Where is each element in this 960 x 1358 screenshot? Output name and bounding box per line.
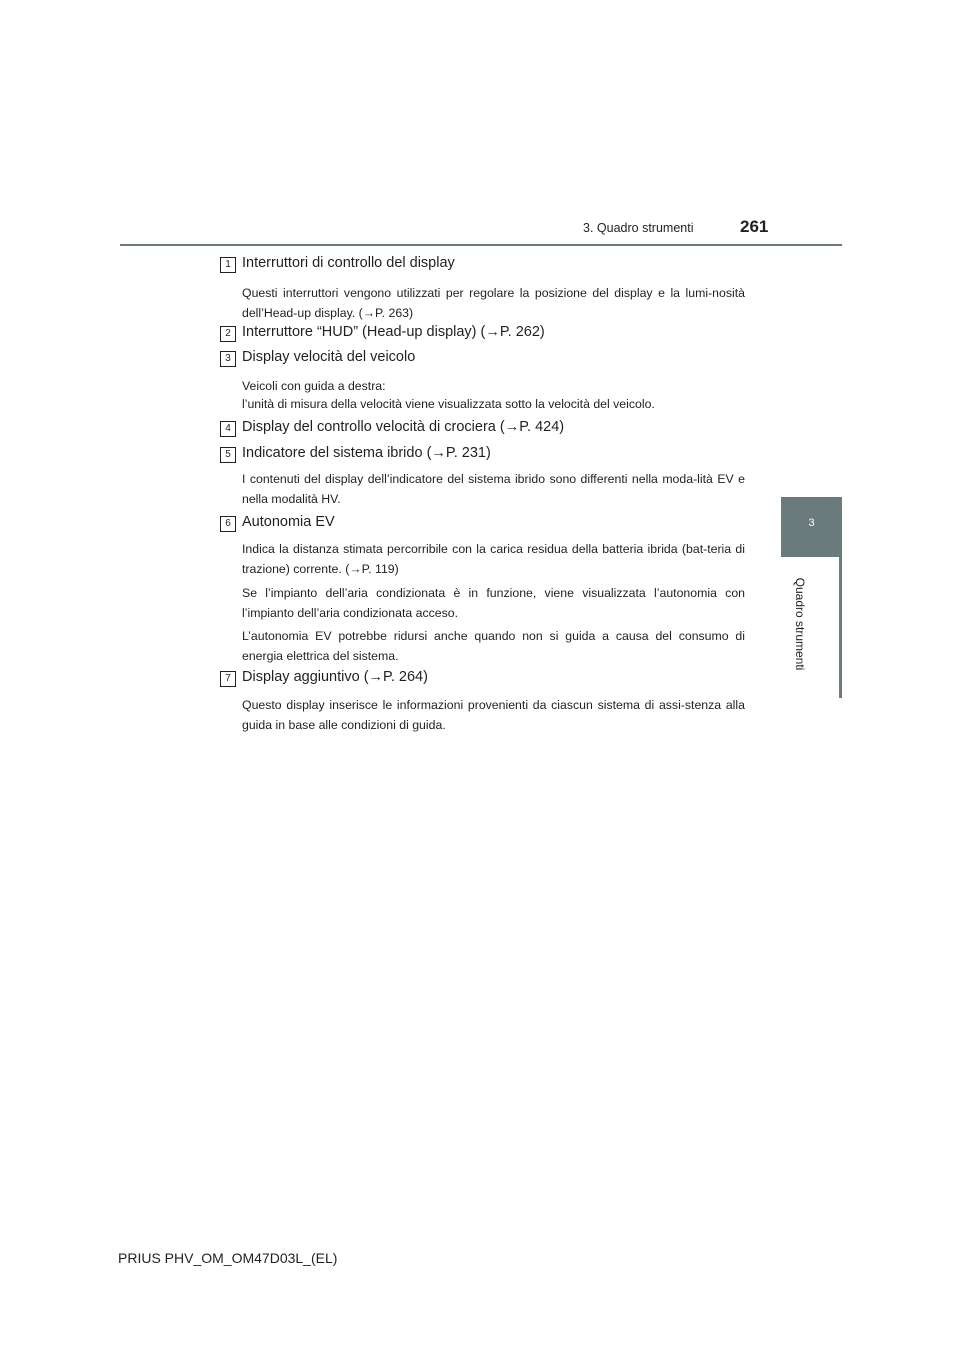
item-number-badge: 7 — [220, 671, 236, 687]
item-number-badge: 3 — [220, 351, 236, 367]
item-paragraph: Questi interruttori vengono utilizzati per regolare la posizione del display e la lumi-nosità dell’Head-up display. (→P. 263) — [242, 286, 745, 320]
item-heading: Display aggiuntivo (→P. 264) — [242, 669, 428, 685]
item-heading: Autonomia EV — [242, 514, 335, 530]
item-paragraph: Indica la distanza stimata percorribile con la carica residua della batteria ibrida (bat-teria di trazione) corrente. (→P. 119) — [242, 542, 745, 576]
item-number-badge: 4 — [220, 421, 236, 437]
item-heading: Display del controllo velocità di crociera (→P. 424) — [242, 419, 565, 435]
header-divider — [120, 244, 842, 246]
item-paragraph: l’unità di misura della velocità viene visualizzata sotto la velocità del veicolo. — [242, 397, 655, 411]
item-number-badge: 1 — [220, 257, 236, 273]
item-paragraph: Questo display inserisce le informazioni provenienti da ciascun sistema di assi-stenza alla guida in base alle condizioni di guida. — [242, 698, 745, 732]
item-paragraph: Veicoli con guida a destra: — [242, 379, 386, 393]
item-number-badge: 5 — [220, 447, 236, 463]
chapter-tab — [781, 497, 842, 557]
item-heading: Display velocità del veicolo — [242, 349, 416, 365]
item-heading: Indicatore del sistema ibrido (→P. 231) — [242, 445, 491, 461]
page-number: 261 — [740, 217, 769, 236]
header-section-title: 3. Quadro strumenti — [583, 221, 694, 235]
document-code: PRIUS PHV_OM_OM47D03L_(EL) — [118, 1250, 338, 1266]
item-paragraph: I contenuti del display dell’indicatore del sistema ibrido sono differenti nella moda-lità EV e nella modalità HV. — [242, 472, 745, 506]
item-paragraph: L’autonomia EV potrebbe ridursi anche quando non si guida a causa del consumo di energia elettrica del sistema. — [242, 629, 745, 663]
chapter-tab-number: 3 — [808, 517, 815, 529]
item-number-badge: 6 — [220, 516, 236, 532]
chapter-side-label-text: Quadro strumenti — [793, 577, 807, 671]
item-paragraph: Se l’impianto dell’aria condizionata è in funzione, viene visualizzata l’autonomia con l’impianto dell’aria condizionata acceso. — [242, 586, 745, 620]
chapter-tab-divider — [839, 557, 842, 698]
item-heading: Interruttori di controllo del display — [242, 255, 455, 271]
item-heading: Interruttore “HUD” (Head-up display) (→P. 262) — [242, 324, 545, 340]
item-number-badge: 2 — [220, 326, 236, 342]
